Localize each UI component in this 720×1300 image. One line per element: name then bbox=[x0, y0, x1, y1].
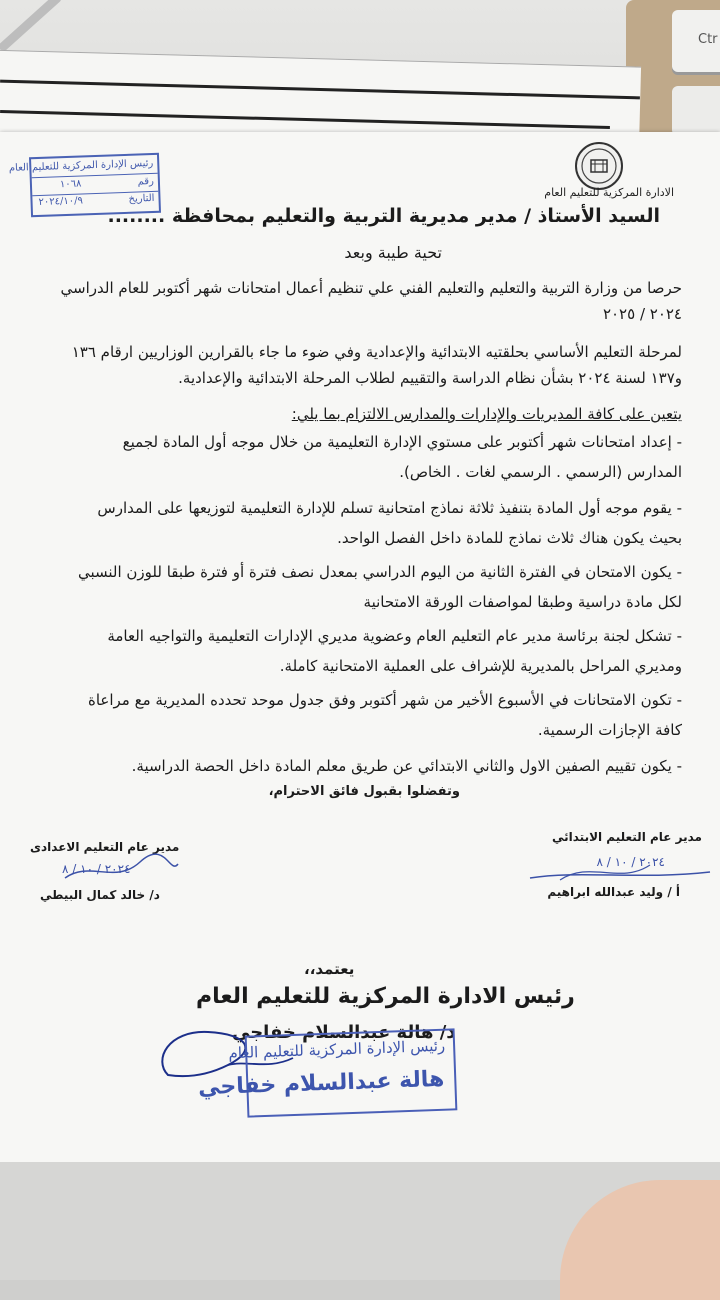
list-item: - يكون تقييم الصفين الاول والثاني الابتدائي عن طريق معلم المادة داخل الحصة الدراسية. bbox=[131, 757, 682, 775]
list-item: المدارس (الرسمي . الرسمي لغات . الخاص). bbox=[399, 463, 682, 481]
directive: يتعين على كافة المديريات والإدارات والمدارس الالتزام بما يلي: bbox=[291, 405, 682, 423]
left-signature-date: ٢٠٢٤ / ١٠ / ٨ bbox=[62, 862, 131, 876]
addressee: السيد الأستاذ / مدير مديرية التربية والتعليم بمحافظة ........ bbox=[107, 205, 660, 227]
stamp-number-value: ١٠٦٨ bbox=[59, 178, 82, 191]
list-item: ومديري المراحل بالمديرية للإشراف على العملية الامتحانية كاملة. bbox=[279, 657, 682, 675]
right-signature-icon bbox=[520, 850, 720, 890]
list-item: - إعداد امتحانات شهر أكتوبر على مستوي الإدارة التعليمية من خلال موجه أول المادة لجميع bbox=[122, 433, 682, 451]
greeting: تحية طيبة وبعد bbox=[344, 243, 442, 262]
keyboard-key-lower bbox=[672, 86, 720, 136]
stamp-number-label: رقم bbox=[137, 175, 155, 188]
left-signatory-title: مدير عام التعليم الاعدادى bbox=[30, 840, 180, 854]
intro-line: و١٣٧ لسنة ٢٠٢٤ بشأن نظام الدراسة والتقييم لطلاب المرحلة الابتدائية والإعدادية. bbox=[178, 369, 682, 387]
right-signature-date: ٢٠٢٤ / ١٠ / ٨ bbox=[596, 855, 665, 869]
key-label: Ctr bbox=[698, 32, 718, 47]
list-item: بحيث يكون هناك ثلاث نماذج للمادة داخل الفصل الواحد. bbox=[337, 529, 682, 547]
keyboard-key bbox=[672, 10, 720, 72]
intro-line: ٢٠٢٤ / ٢٠٢٥ bbox=[602, 305, 682, 323]
stamp-title: رئيس الإدارة المركزية للتعليم العام bbox=[8, 157, 154, 174]
approval-label: يعتمد،، bbox=[304, 960, 355, 978]
stamp-date-value: ٢٠٢٤/١٠/٩ bbox=[38, 195, 84, 208]
ministry-logo-icon bbox=[575, 142, 623, 190]
list-item: - تشكل لجنة برئاسة مدير عام التعليم العام وعضوية مديري الإدارات التعليمية والتواجيه العامة bbox=[107, 627, 682, 645]
left-signatory-name: د/ خالد كمال البيطي bbox=[40, 888, 160, 902]
left-signature-icon bbox=[60, 850, 180, 890]
right-signatory-name: أ / وليد عبدالله ابراهيم bbox=[547, 885, 680, 899]
approval-stamp bbox=[197, 1028, 458, 1117]
list-item: - يقوم موجه أول المادة بتنفيذ ثلاثة نماذج امتحانية تسلم للإدارة التعليمية لتوزيعها على المدارس bbox=[97, 499, 682, 517]
approver-title: رئيس الادارة المركزية للتعليم العام bbox=[196, 984, 575, 1009]
stamp-line: رئيس الإدارة المركزية للتعليم العام bbox=[228, 1036, 446, 1063]
list-item: كافة الإجازات الرسمية. bbox=[537, 721, 682, 739]
stamp-date-label: التاريخ bbox=[128, 192, 155, 205]
agency-name: الادارة المركزية للتعليم العام bbox=[544, 186, 674, 199]
approver-name: د/ هالة عبدالسلام خفاجي bbox=[232, 1022, 456, 1043]
closing: وتفضلوا بقبول فائق الاحترام، bbox=[268, 784, 460, 799]
intro-line: حرصا من وزارة التربية والتعليم والتعليم الفني علي تنظيم أعمال امتحانات شهر أكتوبر للعام الدراسي bbox=[60, 279, 682, 297]
list-item: - تكون الامتحانات في الأسبوع الأخير من شهر أكتوبر وفق جدول موحد تحدده المديرية مع مراعاة bbox=[87, 691, 682, 709]
list-item: لكل مادة دراسية وطبقا لمواصفات الورقة الامتحانية bbox=[363, 593, 682, 611]
right-signatory-title: مدير عام التعليم الابتدائي bbox=[551, 830, 702, 844]
intro-line: لمرحلة التعليم الأساسي بحلقتيه الابتدائية والإعدادية وفي ضوء ما جاء بالقرارين الوزاريين ارقام ١٣٦ bbox=[71, 343, 682, 361]
list-item: - يكون الامتحان في الفترة الثانية من اليوم الدراسي بمعدل نصف فترة أو فترة طبقا للوزن النسبي bbox=[77, 563, 682, 581]
stamp-line: هالة عبدالسلام خفاجي bbox=[197, 1066, 445, 1101]
